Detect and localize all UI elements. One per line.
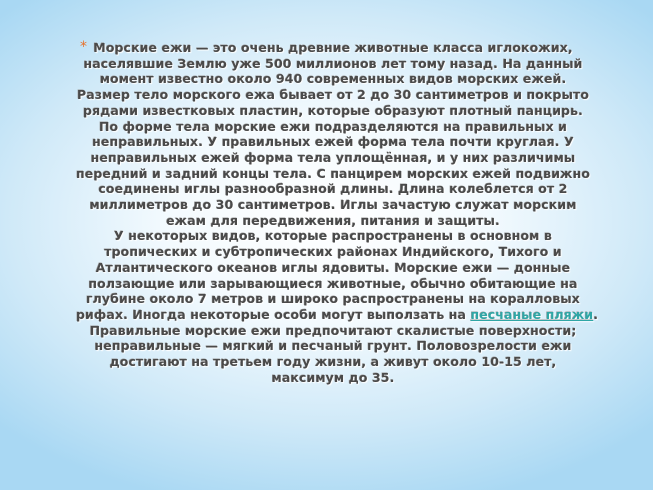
text-line: неправильные — мягкий и песчаный грунт. Половозрелости ежи xyxy=(94,338,572,354)
text-line: соединены иглы разнообразной длины. Длина колеблется от 2 xyxy=(98,181,568,197)
text-line: неправильных ежей форма тела уплощённая, и у них различимы xyxy=(90,149,576,165)
text-line: ползающие или зарывающиеся животные, обычно обитающие на xyxy=(88,275,578,291)
text-line: Атлантического океанов иглы ядовиты. Морские ежи — донные xyxy=(95,259,571,275)
text-line: У некоторых видов, которые распространены в основном в xyxy=(114,228,552,244)
text-line: населявшие Землю уже 500 миллионов лет тому назад. На данный xyxy=(83,55,583,71)
text-line: неправильных. У правильных ежей форма тела почти круглая. У xyxy=(92,134,574,150)
text-line-with-link xyxy=(76,306,599,323)
sandy-beaches-link[interactable]: песчаные пляжи xyxy=(470,306,594,322)
bullet-marker: * xyxy=(80,39,87,55)
text-line: момент известно около 940 современных видов морских ежей. xyxy=(99,71,567,87)
text-line: глубине около 7 метров и широко распространены на коралловых xyxy=(86,291,580,307)
link-suffix-text: . xyxy=(593,306,599,322)
text-line: ежам для передвижения, питания и защиты. xyxy=(166,212,500,228)
text-line: максимум до 35. xyxy=(271,369,395,385)
text-line: передний и задний концы тела. С панцирем морских ежей подвижно xyxy=(76,165,591,181)
text-line: По форме тела морские ежи подразделяются на правильных и xyxy=(98,118,568,134)
link-prefix-text: рифах. Иногда некоторые особи могут выползать на xyxy=(76,306,471,322)
text-line: рядами известковых пластин, которые образуют плотный панцирь. xyxy=(83,102,583,118)
text-line: Морские ежи — это очень древние животные класса иглокожих, xyxy=(93,40,573,55)
text-line: тропических и субтропических районах Индийского, Тихого и xyxy=(104,244,562,260)
text-line: Размер тело морского ежа бывает от 2 до 30 сантиметров и покрыто xyxy=(76,87,590,103)
text-line: достигают на третьем году жизни, а живут около 10-15 лет, xyxy=(109,354,557,370)
text-line: миллиметров до 30 сантиметров. Иглы зачастую служат морским xyxy=(89,197,577,213)
text-line: Правильные морские ежи предпочитают скалистые поверхности; xyxy=(89,322,577,338)
slide-body-text xyxy=(76,40,599,385)
